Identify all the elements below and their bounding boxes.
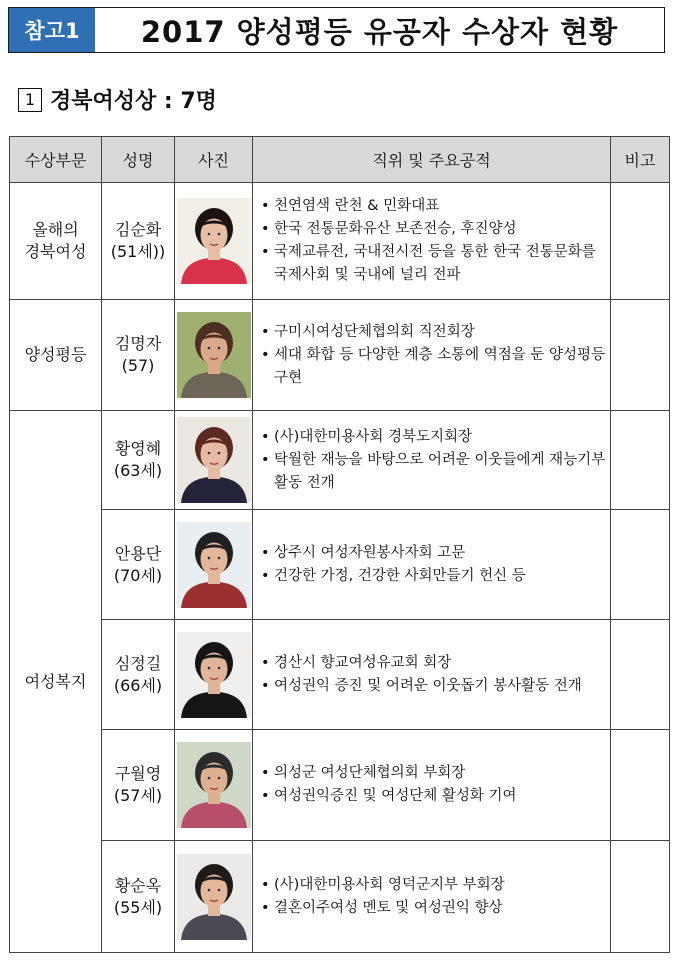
duty-item: • 결혼이주여성 멘토 및 여성권익 향상	[274, 897, 606, 920]
duties-cell	[253, 411, 611, 510]
section-number-box: 1	[18, 88, 42, 112]
awardee-name: 황영혜 (63세)	[113, 439, 163, 480]
duty-item: • 한국 전통문화유산 보존전승, 후진양성	[274, 218, 606, 241]
header-note: 비고	[611, 137, 670, 183]
awardee-name: 김명자 (57)	[114, 334, 162, 375]
duty-item: • 세대 화합 등 다양한 계층 소통에 역점을 둔 양성평등 구현	[274, 344, 606, 390]
table-row	[10, 841, 670, 953]
name-cell	[102, 510, 175, 620]
photo-cell	[175, 730, 253, 841]
name-cell	[102, 620, 175, 730]
duties-cell	[253, 510, 611, 620]
note-cell	[611, 183, 670, 300]
duty-item: • (사)대한미용사회 영덕군지부 부회장	[274, 874, 606, 897]
category-cell	[10, 411, 102, 953]
awardee-name: 황순옥 (55세)	[113, 875, 163, 917]
photo-cell	[175, 841, 253, 953]
duty-item: • 건강한 가정, 건강한 사회만들기 헌신 등	[274, 565, 606, 588]
duties-cell	[253, 730, 611, 841]
awardee-name: 안용단 (70세)	[113, 543, 163, 585]
name-cell	[102, 411, 175, 510]
header-name: 성명	[102, 137, 175, 183]
name-cell	[102, 300, 175, 411]
awardee-photo	[177, 522, 251, 608]
duty-item: • 천연염색 란천 & 민화대표	[274, 195, 606, 218]
duties-list	[259, 652, 606, 698]
table-row	[10, 510, 670, 620]
note-cell	[611, 300, 670, 411]
duty-item: • 여성권익 증진 및 어려운 이웃돕기 봉사활동 전개	[274, 675, 606, 698]
awardee-photo	[177, 198, 251, 284]
photo-cell	[175, 620, 253, 730]
awardee-name: 심정길 (66세)	[113, 653, 163, 695]
header-category: 수상부문	[10, 137, 102, 183]
photo-cell	[175, 183, 253, 300]
note-cell	[611, 841, 670, 953]
section-title: 경북여성상 : 7명	[50, 89, 217, 114]
table-row	[10, 620, 670, 730]
duty-item: • 여성권익증진 및 여성단체 활성화 기여	[274, 785, 606, 808]
document-header	[8, 7, 665, 53]
awardee-name: 김순화 (51세))	[110, 220, 166, 261]
awardee-photo	[177, 417, 251, 503]
document-title: 2017 양성평등 유공자 수상자 현황	[140, 14, 619, 49]
awards-table	[9, 136, 670, 953]
duties-cell	[253, 300, 611, 411]
duties-list	[259, 874, 606, 920]
duty-item: • 상주시 여성자원봉사자회 고문	[274, 542, 606, 565]
duties-list	[259, 195, 606, 287]
photo-cell	[175, 411, 253, 510]
note-cell	[611, 411, 670, 510]
photo-cell	[175, 300, 253, 411]
duties-cell	[253, 620, 611, 730]
duty-item: • 구미시여성단체협의회 직전회장	[274, 321, 606, 344]
category-label: 양성평등	[24, 345, 87, 364]
awardee-name: 구월영 (57세)	[113, 764, 163, 805]
duties-list	[259, 542, 606, 588]
table-row	[10, 183, 670, 300]
awardee-photo	[177, 854, 251, 940]
duties-cell	[253, 183, 611, 300]
duty-item: • 국제교류전, 국내전시전 등을 통한 한국 전통문화를 국제사회 및 국내에 널리 전파	[274, 241, 606, 287]
duties-list	[259, 321, 606, 390]
duties-list	[259, 426, 606, 495]
table-row	[10, 411, 670, 510]
header-duties: 직위 및 주요공적	[253, 137, 611, 183]
category-label: 올해의 경북여성	[24, 220, 87, 261]
name-cell	[102, 841, 175, 953]
name-cell	[102, 183, 175, 300]
section-heading	[18, 84, 217, 115]
note-cell	[611, 620, 670, 730]
table-row	[10, 730, 670, 841]
duties-cell	[253, 841, 611, 953]
awardee-photo	[177, 632, 251, 718]
note-cell	[611, 510, 670, 620]
table-row	[10, 300, 670, 411]
category-cell	[10, 300, 102, 411]
duties-list	[259, 762, 606, 808]
header-photo: 사진	[175, 137, 253, 183]
photo-cell	[175, 510, 253, 620]
note-cell	[611, 730, 670, 841]
duty-item: • 경산시 향교여성유교회 회장	[274, 652, 606, 675]
name-cell	[102, 730, 175, 841]
category-label: 여성복지	[24, 671, 87, 691]
table-header-row	[10, 137, 670, 183]
awardee-photo	[177, 742, 251, 828]
duty-item: • (사)대한미용사회 경북도지회장	[274, 426, 606, 449]
reference-tag: 참고1	[9, 8, 95, 52]
category-cell	[10, 183, 102, 300]
duty-item: • 탁월한 재능을 바탕으로 어려운 이웃들에게 재능기부 활동 전개	[274, 449, 606, 495]
awardee-photo	[177, 312, 251, 398]
duty-item: • 의성군 여성단체협의회 부회장	[274, 762, 606, 785]
